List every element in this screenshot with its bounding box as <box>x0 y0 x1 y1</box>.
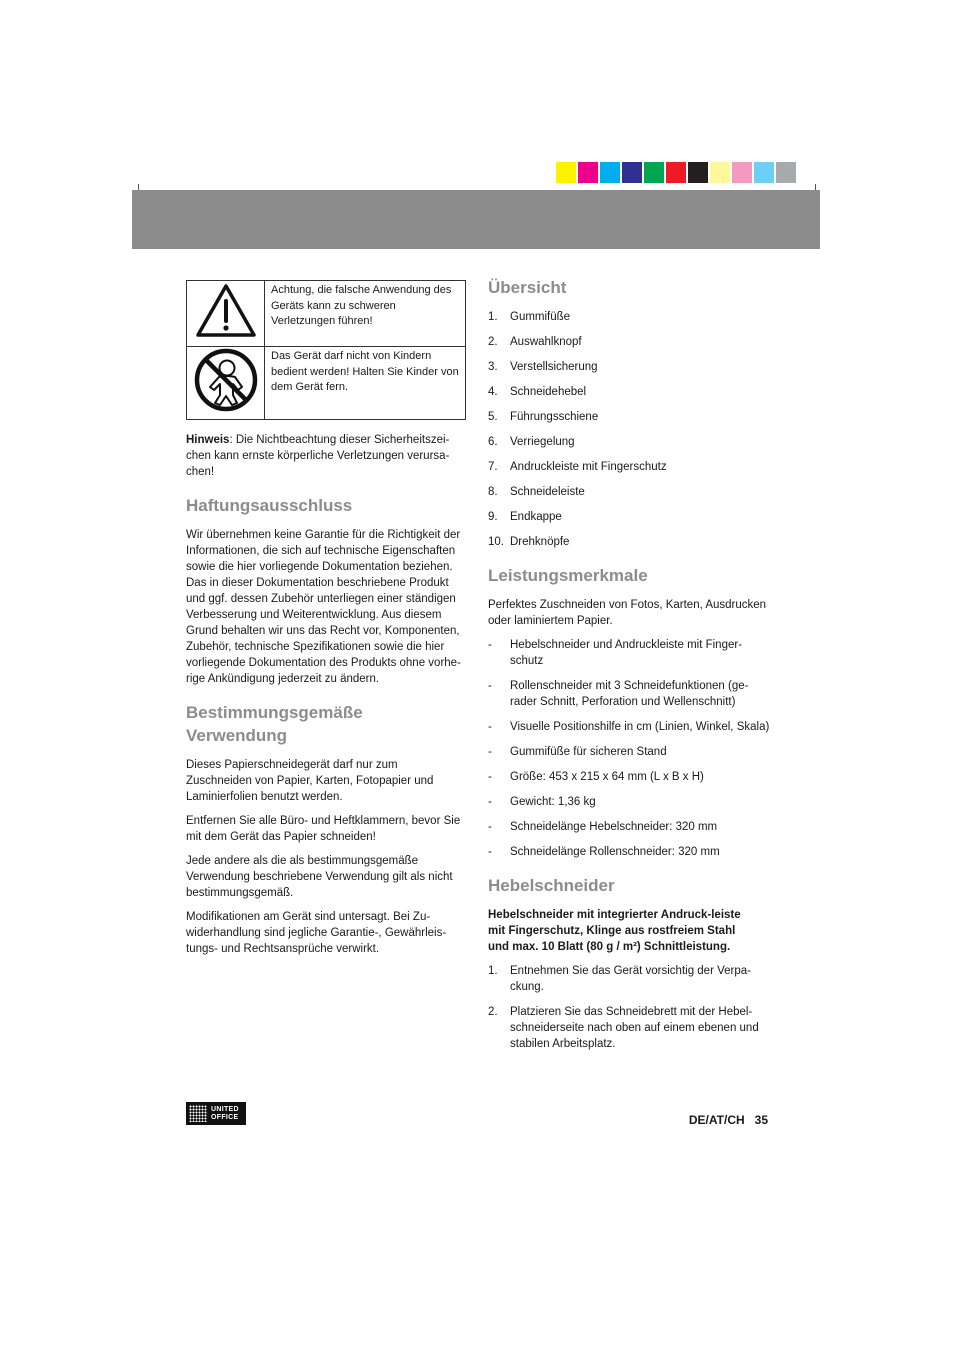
list-item: - Visuelle Positionshilfe in cm (Linien, Winkel, Skala) <box>488 721 770 733</box>
page-number: DE/AT/CH 35 <box>688 1113 768 1127</box>
color-swatch <box>688 162 708 183</box>
safety-table <box>186 280 466 420</box>
hint-label: Hinweis <box>186 434 230 446</box>
bestimmung-paragraph: Jede andere als die als bestimmungsgemäße Verwendung beschriebene Verwendung gilt als nicht bestimmungsgemäß. <box>186 855 453 899</box>
list-item: 2. Platzieren Sie das Schneidebrett mit der Hebel-schneiderseite nach oben auf einem ebenen und stabilen Arbeitsplatz. <box>488 1006 759 1050</box>
hebel-heading: Hebelschneider <box>488 876 615 895</box>
list-item: - Rollenschneider mit 3 Schneidefunktionen (ge-rader Schnitt, Perforation und Wellenschnitt) <box>488 680 749 708</box>
warning-triangle-icon <box>195 283 257 339</box>
safety-row-warning <box>187 281 466 347</box>
bestimmung-heading: Bestimmungsgemäße Verwendung <box>186 703 363 745</box>
hebel-steps <box>488 963 770 1052</box>
color-swatch <box>754 162 774 183</box>
list-item: - Schneidelänge Rollenschneider: 320 mm <box>488 846 720 858</box>
list-item: 2. Auswahlknopf <box>488 336 582 348</box>
safety-children-text: Das Gerät darf nicht von Kindern bedient werden! Halten Sie Kinder von dem Gerät fern. <box>265 347 466 420</box>
list-item: 3. Verstellsicherung <box>488 361 598 373</box>
no-children-icon <box>193 347 259 413</box>
leistung-list <box>488 637 770 860</box>
bestimmung-paragraph: Entfernen Sie alle Büro- und Heftklammern, bevor Sie mit dem Gerät das Papier schneiden! <box>186 815 461 843</box>
united-office-logo <box>186 1102 246 1125</box>
logo-line: OFFICE <box>211 1113 239 1121</box>
list-item: - Gewicht: 1,36 kg <box>488 796 596 808</box>
list-item: 9. Endkappe <box>488 511 562 523</box>
right-column <box>488 274 770 1061</box>
color-swatch <box>556 162 576 183</box>
list-item: - Gummifüße für sicheren Stand <box>488 746 667 758</box>
list-item: 5. Führungsschiene <box>488 411 599 423</box>
list-item: 1. Entnehmen Sie das Gerät vorsichtig der Verpa-ckung. <box>488 965 751 993</box>
list-item: 8. Schneideleiste <box>488 486 585 498</box>
color-swatch <box>600 162 620 183</box>
haftung-heading: Haftungsausschluss <box>186 496 353 515</box>
header-band <box>132 190 820 249</box>
leistung-intro: Perfektes Zuschneiden von Fotos, Karten, Ausdrucken oder laminiertem Papier. <box>488 599 767 627</box>
uebersicht-list <box>488 309 770 550</box>
color-calibration-bar <box>556 162 796 183</box>
hint-text: : Die Nichtbeachtung dieser Sicherheitszei-chen kann ernste körperliche Verletzungen verursa-chen! <box>186 434 450 478</box>
color-swatch <box>666 162 686 183</box>
color-swatch <box>710 162 730 183</box>
list-item: 10. Drehknöpfe <box>488 536 570 548</box>
logo-line: UNITED <box>211 1105 239 1113</box>
color-swatch <box>578 162 598 183</box>
list-item: 6. Verriegelung <box>488 436 575 448</box>
hebel-lead: Hebelschneider mit integrierter Andruck-leiste mit Fingerschutz, Klinge aus rostfreiem Stahl und max. 10 Blatt (80 g / m²) Schnittleistung. <box>488 909 741 953</box>
list-item: 4. Schneidehebel <box>488 386 587 398</box>
list-item: 7. Andruckleiste mit Fingerschutz <box>488 461 667 473</box>
color-swatch <box>622 162 642 183</box>
bestimmung-paragraph: Modifikationen am Gerät sind untersagt. Bei Zu-widerhandlung sind jegliche Garantie-, Gewährleis-tungs- und Rechtsansprüche verwirkt. <box>186 911 447 955</box>
safety-row-children <box>187 347 466 420</box>
list-item: - Hebelschneider und Andruckleiste mit Finger-schutz <box>488 639 743 667</box>
haftung-text: Wir übernehmen keine Garantie für die Richtigkeit der Informationen, die sich auf technische Eigenschaften sowie die hier vorliegende Dokumentation beziehen. Das in dieser Dokumentation beschriebene Produkt und ggf. dessen Zubehör unterliegen einer ständigen Verbesserung und Weiterentwicklung. Aus diesem Grund behalten wir uns das Recht vor, Komponenten, Zubehör, technische Spezifikationen sowie die hier vorliegende Dokumentation des Produkts ohne vorhe-rige Ankündigung jederzeit zu ändern. <box>186 529 461 685</box>
leistung-heading: Leistungsmerkmale <box>488 566 648 585</box>
left-column <box>186 280 466 965</box>
bestimmung-paragraph: Dieses Papierschneidegerät darf nur zum Zuschneiden von Papier, Karten, Fotopapier und Laminierfolien benutzt werden. <box>186 759 434 803</box>
list-item: 1. Gummifüße <box>488 311 571 323</box>
color-swatch <box>644 162 664 183</box>
uebersicht-heading: Übersicht <box>488 278 567 297</box>
logo-grid-icon <box>189 1105 207 1122</box>
hint-paragraph <box>186 432 466 480</box>
list-item: - Schneidelänge Hebelschneider: 320 mm <box>488 821 718 833</box>
list-item: - Größe: 453 x 215 x 64 mm (L x B x H) <box>488 771 704 783</box>
color-swatch <box>732 162 752 183</box>
color-swatch <box>776 162 796 183</box>
safety-warning-text: Achtung, die falsche Anwendung des Geräts kann zu schweren Verletzungen führen! <box>265 281 466 347</box>
